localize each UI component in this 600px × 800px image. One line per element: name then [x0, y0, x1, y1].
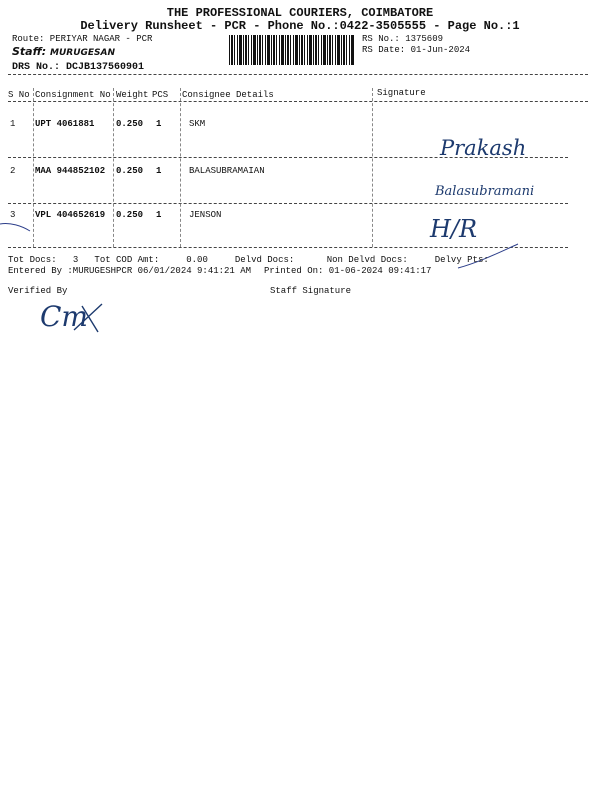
- pen-stroke: [74, 304, 102, 332]
- staff-signature-label: Staff Signature: [270, 286, 352, 296]
- row-consignment: VPL 404652619: [35, 210, 106, 220]
- col-header-weight: Weight: [116, 90, 149, 100]
- row-consignment: MAA 944852102: [35, 166, 106, 176]
- drs-label: DRS No.:: [12, 62, 61, 73]
- col-header-consignee: Consignee Details: [182, 90, 274, 100]
- row-consignment: UPT 4061881: [35, 119, 95, 129]
- row-consignee: JENSON: [189, 210, 222, 220]
- row-weight: 0.250: [116, 210, 144, 220]
- runsheet-title: Delivery Runsheet - PCR - Phone No.:0422-3505555 - Page No.:1: [80, 19, 520, 33]
- company-title: THE PROFESSIONAL COURIERS, COIMBATORE: [166, 6, 434, 20]
- verifier-mark: [70, 300, 110, 336]
- col-header-pcs: PCS: [152, 90, 169, 100]
- row-pcs: 1: [156, 119, 162, 129]
- tot-docs-label: Tot Docs:: [8, 255, 57, 265]
- row-weight: 0.250: [116, 166, 144, 176]
- route-label: Route: PERIYAR NAGAR - PCR: [12, 34, 153, 44]
- drs-number: DCJB137560901: [66, 62, 145, 73]
- delvd-docs-label: Delvd Docs:: [234, 255, 295, 265]
- totals-row: [8, 255, 588, 265]
- row-weight: 0.250: [116, 119, 144, 129]
- row-pcs: 1: [156, 210, 162, 220]
- row-sno: 1: [10, 119, 16, 129]
- row-pcs: 1: [156, 166, 162, 176]
- row-consignee: BALASUBRAMAIAN: [189, 166, 265, 176]
- col-header-consignment: Consignment No: [35, 90, 111, 100]
- verifier-initials: Cm: [40, 300, 88, 333]
- rs-date: RS Date: 01-Jun-2024: [362, 45, 471, 55]
- signature-handwriting: Prakash: [440, 136, 527, 160]
- cod-label: Tot COD Amt:: [94, 255, 160, 265]
- pen-stroke: [0, 223, 30, 231]
- tot-docs-value: 3: [72, 255, 79, 265]
- staff-label: Staff:: [12, 45, 47, 58]
- col-header-sno: S No: [8, 90, 30, 100]
- staff-name: MURUGESAN: [50, 48, 116, 58]
- printed-on: Printed On: 01-06-2024 09:41:17: [264, 266, 432, 276]
- cod-value: 0.00: [186, 255, 208, 265]
- col-header-signature: Signature: [377, 88, 426, 98]
- entered-by: Entered By :MURUGESHPCR 06/01/2024 9:41:21 AM: [8, 266, 252, 276]
- signature-handwriting: Balasubramani: [435, 184, 535, 199]
- signature-handwriting: H/R: [430, 215, 478, 243]
- rs-number: RS No.: 1375609: [362, 34, 444, 44]
- row-consignee: SKM: [189, 119, 206, 129]
- verified-by-label: Verified By: [8, 286, 68, 296]
- non-delvd-docs-label: Non Delvd Docs:: [326, 255, 408, 265]
- row-sno: 2: [10, 166, 16, 176]
- delvy-pts-label: Delvy Pts:: [434, 255, 489, 265]
- row-sno: 3: [10, 210, 16, 220]
